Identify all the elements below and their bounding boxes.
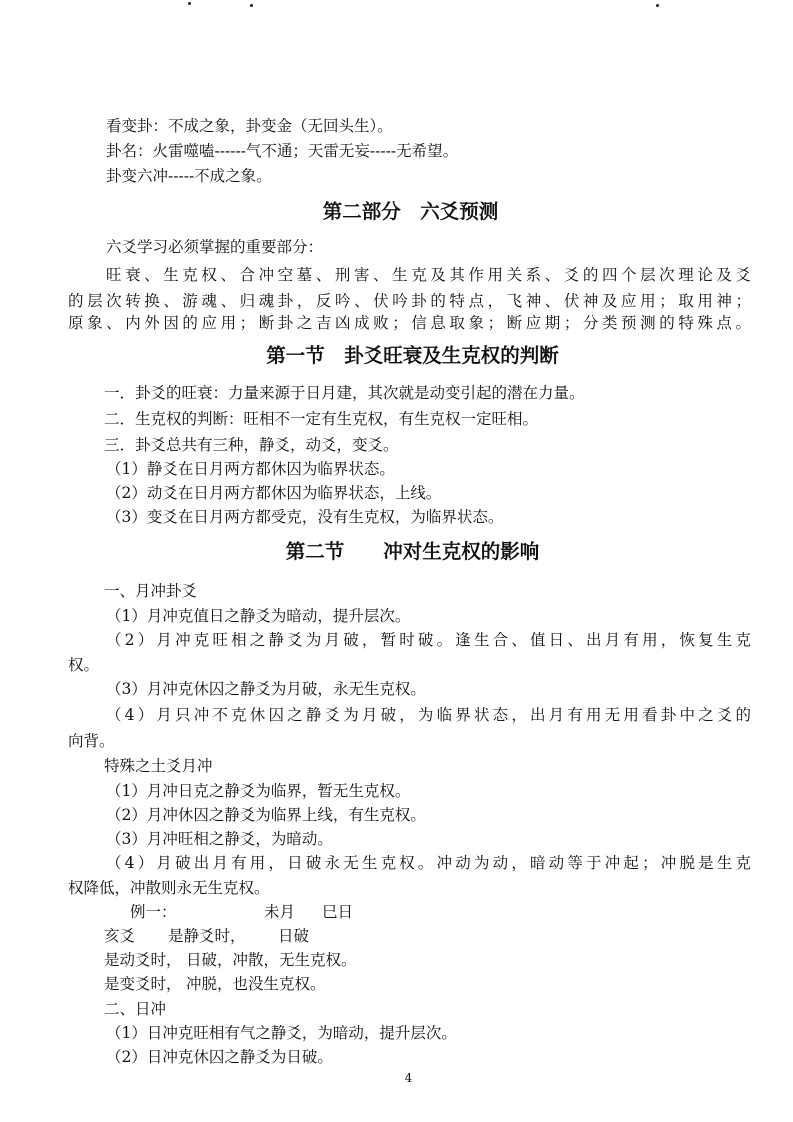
example-row-result: 日破: [278, 927, 310, 945]
example-month: 未月: [264, 903, 296, 921]
text-line: 向背。: [68, 732, 115, 750]
text-line: （3）月冲克休囚之静爻为月破，永无生克权。: [106, 680, 426, 698]
scan-speck: [250, 4, 253, 7]
text-line: 旺衰、生克权、合冲空墓、刑害、生克及其作用关系、爻的四个层次理论及爻: [106, 266, 751, 284]
text-line: 权降低，冲散则永无生克权。: [68, 879, 270, 897]
text-line: （2）动爻在日月两方都休囚为临界状态，上线。: [106, 484, 442, 502]
example-row-text: 冲脱，也没生克权。: [186, 975, 326, 993]
page-number: 4: [404, 1071, 413, 1085]
scan-speck: [188, 2, 191, 5]
example-row-text: 是静爻时，: [168, 927, 246, 945]
text-line: 权。: [68, 656, 100, 674]
text-line: （1）月冲克值日之静爻为暗动，提升层次。: [106, 607, 411, 625]
text-line: 卦变六冲-----不成之象。: [106, 167, 272, 185]
scan-speck: [656, 4, 659, 7]
section-heading: 第一节 卦爻旺衰及生克权的判断: [266, 344, 559, 367]
text-line: （2）月冲休囚之静爻为临界上线，有生克权。: [106, 806, 426, 824]
subsection-title: 一、月冲卦爻: [104, 582, 198, 600]
text-line: 原象、内外因的应用；断卦之吉凶成败；信息取象；断应期；分类预测的特殊点。: [68, 314, 751, 332]
subsection-title: 二、日冲: [104, 1000, 167, 1018]
example-row-label: 亥爻: [104, 927, 136, 945]
section-heading: 第二节 冲对生克权的影响: [285, 540, 540, 563]
text-line: （2）月冲克旺相之静爻为月破，暂时破。逢生合、值日、出月有用，恢复生克: [106, 631, 751, 649]
text-line: 二．生克权的判断：旺相不一定有生克权，有生克权一定旺相。: [104, 410, 539, 428]
text-line: （1）日冲克旺相有气之静爻，为暗动，提升层次。: [106, 1024, 457, 1042]
text-line: （1）静爻在日月两方都休囚为临界状态。: [106, 460, 395, 478]
text-line: （3）月冲旺相之静爻，为暗动。: [106, 830, 333, 848]
text-line: 卦名：火雷噬嗑------气不通；天雷无妄-----无希望。: [106, 142, 459, 160]
text-line: （2）日冲克休囚之静爻为日破。: [106, 1048, 333, 1066]
text-line: 看变卦：不成之象，卦变金（无回头生）。: [106, 117, 393, 135]
part-heading: 第二部分 六爻预测: [322, 200, 499, 223]
example-row-label: 是动爻时，: [104, 951, 182, 969]
example-row-label: 是变爻时，: [104, 975, 182, 993]
text-line: （1）月冲日克之静爻为临界，暂无生克权。: [106, 782, 411, 800]
text-line: 的层次转换、游魂、归魂卦，反吟、伏吟卦的特点，飞神、伏神及应用；取用神；: [68, 292, 751, 310]
text-line: 三．卦爻总共有三种，静爻，动爻，变爻。: [104, 436, 399, 454]
text-line: （4）月破出月有用，日破永无生克权。冲动为动，暗动等于冲起；冲脱是生克: [106, 854, 751, 872]
text-line: 一．卦爻的旺衰：力量来源于日月建，其次就是动变引起的潜在力量。: [104, 384, 585, 402]
text-line: 六爻学习必须掌握的重要部分：: [106, 238, 324, 256]
example-label: 例一：: [130, 903, 177, 921]
example-row-text: 日破，冲散，无生克权。: [186, 951, 357, 969]
text-line: （3）变爻在日月两方都受克，没有生克权，为临界状态。: [106, 508, 504, 526]
subsection-title: 特殊之土爻月冲: [104, 757, 213, 775]
text-line: （4）月只冲不克休囚之静爻为月破，为临界状态，出月有用无用看卦中之爻的: [106, 706, 751, 724]
example-day: 巳日: [322, 903, 354, 921]
